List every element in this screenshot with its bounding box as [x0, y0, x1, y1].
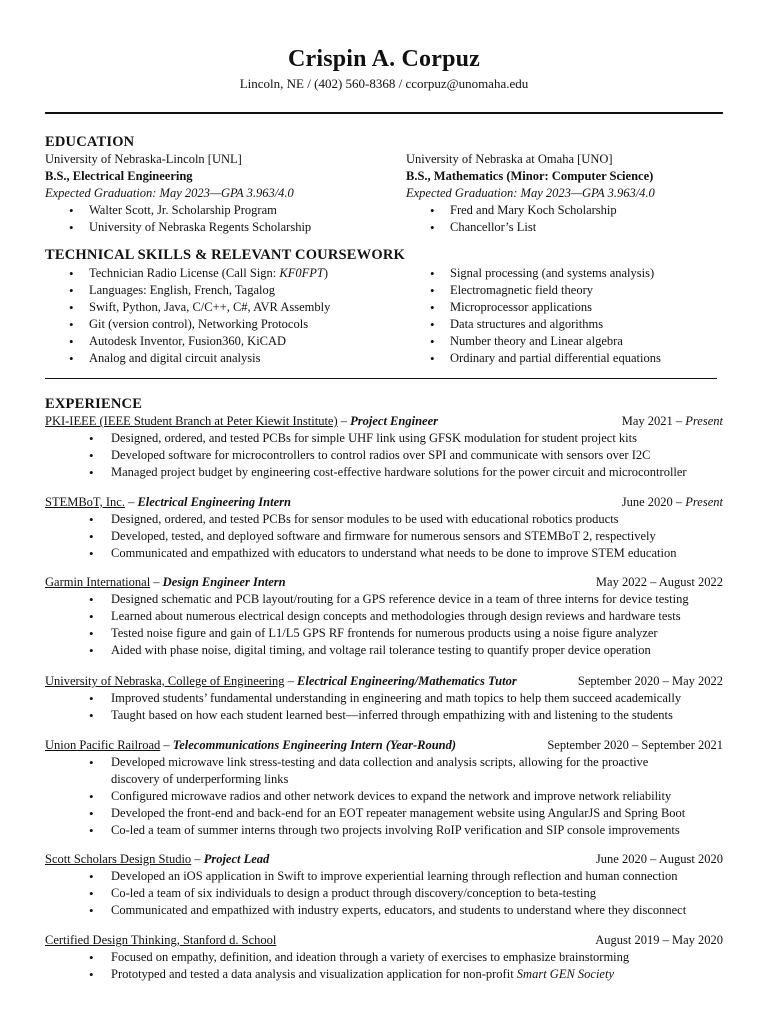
job-date: May 2022 – August 2022 [595, 575, 723, 589]
uno-school: University of Nebraska at Omaha [UNO] [406, 152, 613, 166]
job-stembot: STEMBoT, Inc. – Electrical Engineering Intern June 2020 – Present • Designed, ordered, and tested PCBs for sensor modules to be used with educational robotics products • Developed, tested, and deployed software and firmware for numerous sensors and STEMBoT 2, respectively • Communicated and empathized with educators to understand what needs to be done to improve STEM education [45, 494, 723, 562]
job-bullet: • Improved students’ fundamental understanding in engineering and math topics to help them succeed academically [89, 690, 723, 707]
job-org: Scott Scholars Design Studio [45, 852, 192, 866]
job-pki-ieee: PKI-IEEE (IEEE Student Branch at Peter Kiewit Institute) – Project Engineer May 2021 – Present • Designed, ordered, and tested PCBs for simple UHF link using GFSK modulation for student project kits • Developed software for microcontrollers to control radios over SPI and communicate with sensors over I2C • Managed project budget by engineering cost-effective hardware solutions for the power circuit and microcontroller [45, 413, 723, 481]
job-bullet: • Designed, ordered, and tested PCBs for sensor modules to be used with educational robotics products [89, 511, 723, 528]
call-sign: KF0FPT [279, 266, 324, 280]
uno-graduation: Expected Graduation: May 2023—GPA 3.963/4.0 [406, 186, 655, 200]
job-bullet: • Prototyped and tested a data analysis and visualization application for non-profit Smart GEN Society [89, 966, 723, 983]
job-bullet: • Communicated and empathized with industry experts, educators, and students to understand where they disconnect [89, 902, 723, 919]
job-bullet: • Aided with phase noise, digital timing, and voltage rail tolerance testing to quantify proper device operation [89, 642, 723, 659]
unl-school: University of Nebraska-Lincoln [UNL] [45, 152, 242, 166]
unl-graduation: Expected Graduation: May 2023—GPA 3.963/4.0 [45, 186, 294, 200]
uno-degree: B.S., Mathematics (Minor: Computer Science) [406, 169, 654, 183]
header-divider [45, 112, 723, 114]
unl-award: • University of Nebraska Regents Scholarship [65, 219, 395, 236]
job-date: September 2020 – May 2022 [577, 674, 723, 688]
course-item: • Number theory and Linear algebra [426, 333, 726, 350]
job-bullet: • Developed microwave link stress-testing and data collection and analysis scripts, allowing for the proactive discovery of underperforming links [89, 754, 723, 788]
education-heading: EDUCATION [45, 134, 135, 150]
job-org: University of Nebraska, College of Engineering [45, 674, 285, 688]
education-unl [45, 151, 395, 236]
coursework-list [426, 265, 726, 367]
job-role: Project Engineer [350, 414, 438, 428]
job-org: PKI-IEEE (IEEE Student Branch at Peter Kiewit Institute) [45, 414, 338, 428]
job-bullet: • Managed project budget by engineering cost-effective hardware solutions for the power circuit and microcontroller [89, 464, 723, 481]
course-item: • Microprocessor applications [426, 299, 726, 316]
job-garmin: Garmin International – Design Engineer Intern May 2022 – August 2022 • Designed schematic and PCB layout/routing for a GPS reference device in a team of three interns for device testing • Learned about numerous electrical design concepts and methodologies through design reviews and hardware tests • Tested noise figure and gain of L1/L5 GPS RF frontends for numerous products using a noise figure analyzer • Aided with phase noise, digital timing, and voltage rail tolerance testing to quantify proper device operation [45, 574, 723, 659]
course-item: • Ordinary and partial differential equations [426, 350, 726, 367]
section-divider [45, 378, 717, 379]
skills-heading: TECHNICAL SKILLS & RELEVANT COURSEWORK [45, 247, 405, 263]
skill-item: • Technician Radio License (Call Sign: KF0FPT) [65, 265, 405, 282]
job-date: June 2020 – Present [621, 495, 723, 509]
unl-degree: B.S., Electrical Engineering [45, 169, 193, 183]
job-bullet: • Developed the front-end and back-end for an EOT repeater management website using AngularJS and Spring Boot [89, 805, 723, 822]
job-design-thinking [45, 932, 723, 983]
skill-item: • Swift, Python, Java, C/C++, C#, AVR Assembly [65, 299, 405, 316]
skill-item: • Git (version control), Networking Protocols [65, 316, 405, 333]
job-role: Electrical Engineering/Mathematics Tutor [297, 674, 517, 688]
job-scott-scholars: Scott Scholars Design Studio – Project Lead June 2020 – August 2020 • Developed an iOS application in Swift to improve experiential learning through reflection and human connection • Co-led a team of six individuals to design a product through discovery/conception to beta-testing • Communicated and empathized with industry experts, educators, and students to understand where they disconnect [45, 851, 723, 919]
job-bullet: • Configured microwave radios and other network devices to expand the network and improve network reliability [89, 788, 723, 805]
job-role: Design Engineer Intern [162, 575, 286, 589]
job-bullet: • Communicated and empathized with educators to understand what needs to be done to improve STEM education [89, 545, 723, 562]
course-item: • Data structures and algorithms [426, 316, 726, 333]
job-bullet: • Co-led a team of summer interns through two projects involving RoIP verification and SIP console improvements [89, 822, 723, 839]
job-role: Telecommunications Engineering Intern (Year-Round) [172, 738, 457, 752]
job-unl-tutor: University of Nebraska, College of Engineering – Electrical Engineering/Mathematics Tutor September 2020 – May 2022 • Improved students’ fundamental understanding in engineering and math topics to help them succeed academically • Taught based on how each student learned best—inferred through empathizing with and listening to the students [45, 673, 723, 724]
skill-item: • Languages: English, French, Tagalog [65, 282, 405, 299]
uno-award: • Fred and Mary Koch Scholarship [426, 202, 726, 219]
job-org: Garmin International [45, 575, 151, 589]
job-bullet: • Developed software for microcontrollers to control radios over SPI and communicate with sensors over I2C [89, 447, 723, 464]
job-role: Electrical Engineering Intern [137, 495, 291, 509]
contact-line: Lincoln, NE / (402) 560-8368 / ccorpuz@unomaha.edu [239, 76, 529, 91]
unl-award: • Walter Scott, Jr. Scholarship Program [65, 202, 395, 219]
org-name: Smart GEN Society [516, 967, 615, 981]
job-date: May 2021 – Present [621, 414, 723, 428]
job-role: Project Lead [203, 852, 270, 866]
job-bullet: • Developed an iOS application in Swift to improve experiential learning through reflection and human connection [89, 868, 723, 885]
course-item: • Electromagnetic field theory [426, 282, 726, 299]
skill-item: • Autodesk Inventor, Fusion360, KiCAD [65, 333, 405, 350]
job-bullet: • Designed schematic and PCB layout/routing for a GPS reference device in a team of three interns for device testing [89, 591, 723, 608]
job-bullet: • Tested noise figure and gain of L1/L5 GPS RF frontends for numerous products using a noise figure analyzer [89, 625, 723, 642]
course-item: • Signal processing (and systems analysis) [426, 265, 726, 282]
skills-list [65, 265, 405, 367]
experience-heading: EXPERIENCE [45, 396, 143, 412]
uno-award: • Chancellor’s List [426, 219, 726, 236]
job-org: Certified Design Thinking, Stanford d. School [45, 933, 277, 947]
job-date: September 2020 – September 2021 [547, 738, 723, 752]
job-org: Union Pacific Railroad [45, 738, 161, 752]
job-bullet: • Developed, tested, and deployed software and firmware for numerous sensors and STEMBoT 2, respectively [89, 528, 723, 545]
job-bullet: • Taught based on how each student learned best—inferred through empathizing with and listening to the students [89, 707, 723, 724]
job-bullet: • Co-led a team of six individuals to design a product through discovery/conception to beta-testing [89, 885, 723, 902]
education-uno [406, 151, 726, 236]
job-bullet: • Learned about numerous electrical design concepts and methodologies through design reviews and hardware tests [89, 608, 723, 625]
resume-name: Crispin A. Corpuz [287, 46, 481, 72]
job-date: August 2019 – May 2020 [595, 933, 723, 947]
job-org: STEMBoT, Inc. [45, 495, 125, 509]
job-union-pacific: Union Pacific Railroad – Telecommunications Engineering Intern (Year-Round) September 2020 – September 2021 • Developed microwave link stress-testing and data collection and analysis scripts, allowing for the proactive discovery of underperforming links • Configured microwave radios and other network devices to expand the network and improve network reliability • Developed the front-end and back-end for an EOT repeater management website using AngularJS and Spring Boot • Co-led a team of summer interns through two projects involving RoIP verification and SIP console improvements [45, 737, 723, 839]
job-date: June 2020 – August 2020 [595, 852, 723, 866]
job-bullet: • Focused on empathy, definition, and ideation through a variety of exercises to emphasize brainstorming [89, 949, 723, 966]
job-bullet: • Designed, ordered, and tested PCBs for simple UHF link using GFSK modulation for student project kits [89, 430, 723, 447]
skill-item: • Analog and digital circuit analysis [65, 350, 405, 367]
